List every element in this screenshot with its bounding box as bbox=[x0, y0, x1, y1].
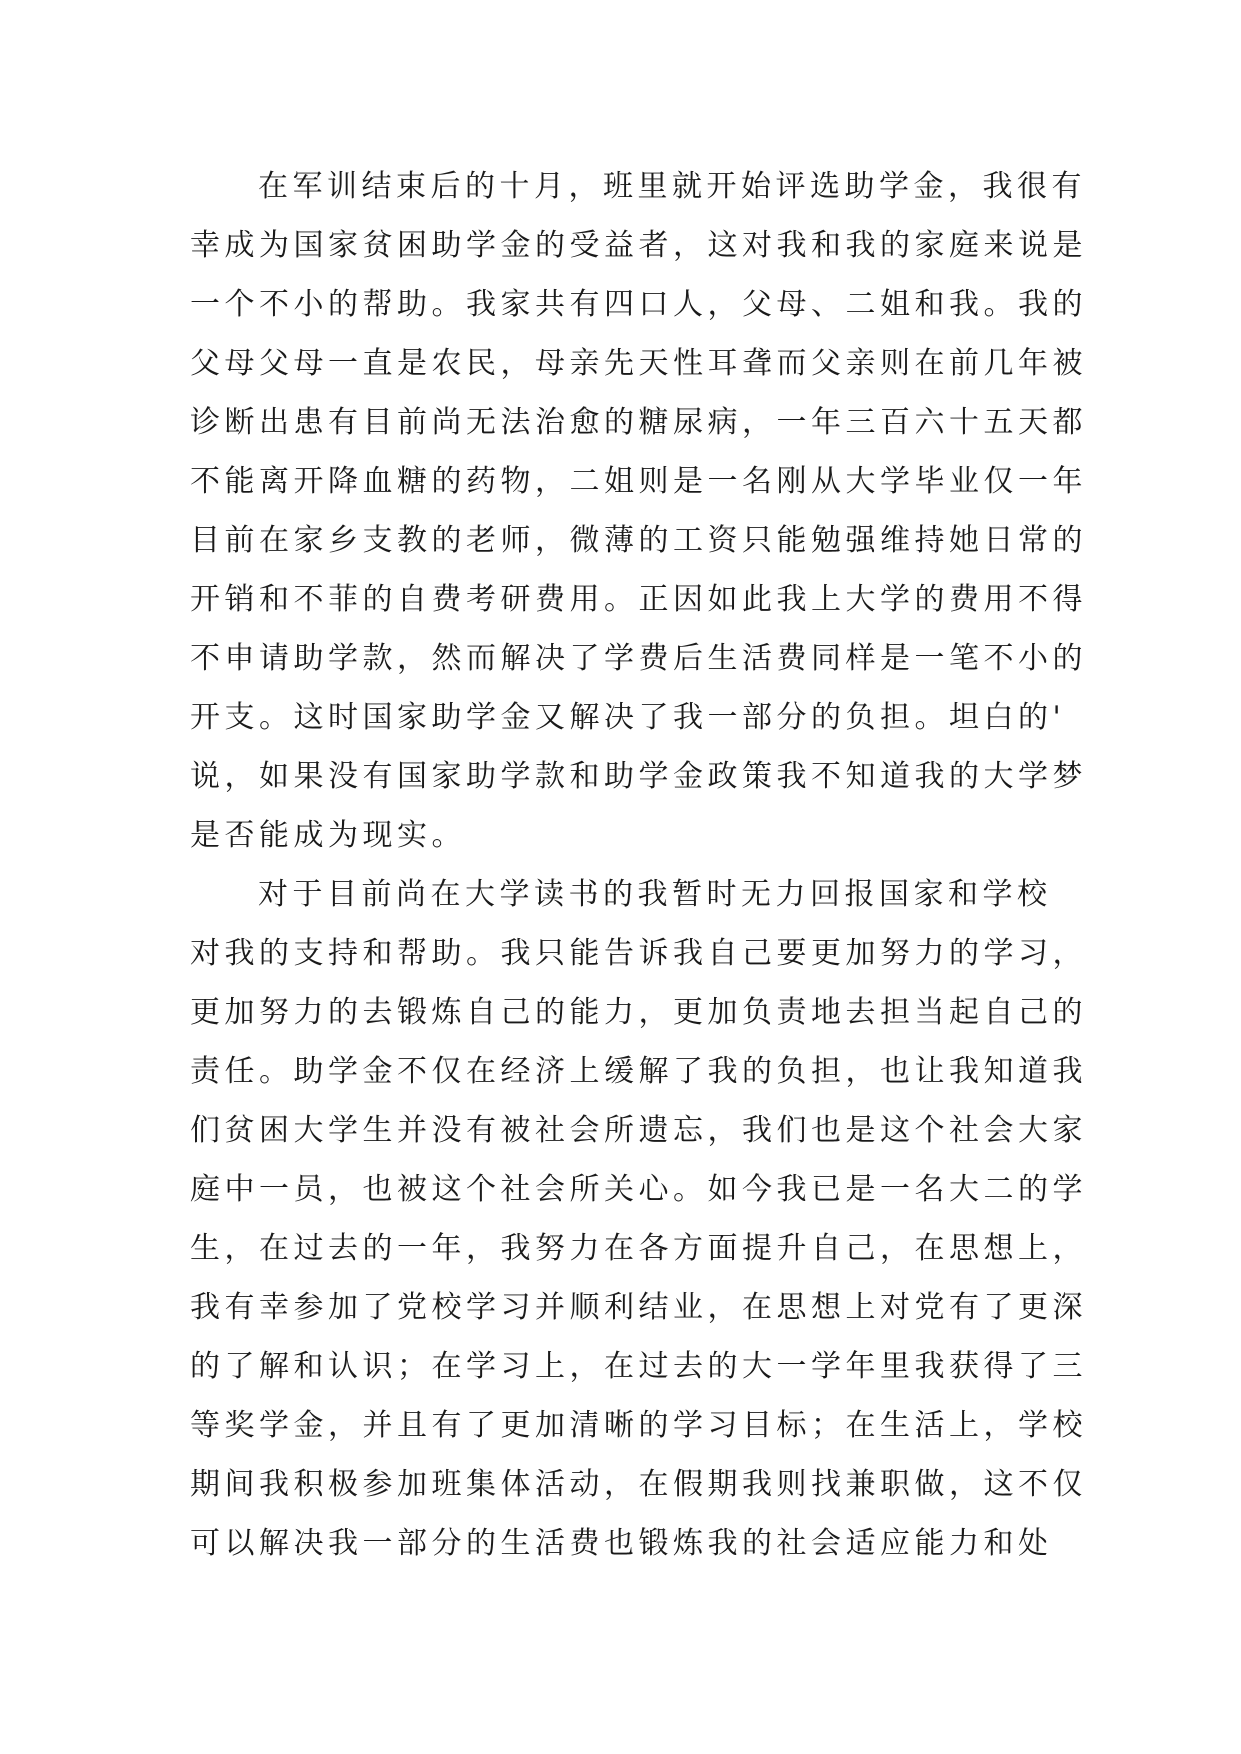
paragraph-1-line-7: 目前在家乡支教的老师，微薄的工资只能勉强维持她日常的 bbox=[190, 523, 1087, 558]
paragraph-1-line-9: 不申请助学款，然而解决了学费后生活费同样是一笔不小的 bbox=[190, 641, 1087, 676]
paragraph-1-line-2: 幸成为国家贫困助学金的受益者，这对我和我的家庭来说是 bbox=[190, 228, 1087, 263]
paragraph-1-line-11: 说，如果没有国家助学款和助学金政策我不知道我的大学梦 bbox=[190, 759, 1087, 794]
paragraph-2-line-4: 责任。助学金不仅在经济上缓解了我的负担，也让我知道我 bbox=[190, 1054, 1087, 1089]
paragraph-1-line-12: 是否能成为现实。 bbox=[190, 818, 466, 853]
paragraph-1-line-3: 一个不小的帮助。我家共有四口人，父母、二姐和我。我的 bbox=[190, 287, 1087, 322]
body-text bbox=[190, 157, 1087, 1573]
paragraph-1-line-1: 在军训结束后的十月，班里就开始评选助学金，我很有 bbox=[258, 169, 1086, 204]
paragraph-2-line-6: 庭中一员，也被这个社会所关心。如今我已是一名大二的学 bbox=[190, 1172, 1087, 1207]
paragraph-1-line-5: 诊断出患有目前尚无法治愈的糖尿病，一年三百六十五天都 bbox=[190, 405, 1087, 440]
paragraph-2-line-11: 期间我积极参加班集体活动，在假期我则找兼职做，这不仅 bbox=[190, 1467, 1087, 1502]
paragraph-2-line-7: 生，在过去的一年，我努力在各方面提升自己，在思想上， bbox=[190, 1231, 1087, 1266]
paragraph-2-line-12: 可以解决我一部分的生活费也锻炼我的社会适应能力和处 bbox=[190, 1526, 1053, 1561]
paragraph-1-line-6: 不能离开降血糖的药物，二姐则是一名刚从大学毕业仅一年 bbox=[190, 464, 1087, 499]
paragraph-2-line-10: 等奖学金，并且有了更加清晰的学习目标；在生活上，学校 bbox=[190, 1408, 1087, 1443]
paragraph-1-line-4: 父母父母一直是农民，母亲先天性耳聋而父亲则在前几年被 bbox=[190, 346, 1087, 381]
paragraph-2-line-9: 的了解和认识；在学习上，在过去的大一学年里我获得了三 bbox=[190, 1349, 1087, 1384]
paragraph-2-line-5: 们贫困大学生并没有被社会所遗忘，我们也是这个社会大家 bbox=[190, 1113, 1087, 1148]
paragraph-2-line-2: 对我的支持和帮助。我只能告诉我自己要更加努力的学习， bbox=[190, 936, 1087, 971]
paragraph-2-line-8: 我有幸参加了党校学习并顺利结业，在思想上对党有了更深 bbox=[190, 1290, 1087, 1325]
paragraph-1-line-8: 开销和不菲的自费考研费用。正因如此我上大学的费用不得 bbox=[190, 582, 1087, 617]
paragraph-1-line-10: 开支。这时国家助学金又解决了我一部分的负担。坦白的' bbox=[190, 700, 1066, 735]
paragraph-2-line-1: 对于目前尚在大学读书的我暂时无力回报国家和学校 bbox=[258, 877, 1052, 912]
paragraph-2-line-3: 更加努力的去锻炼自己的能力，更加负责地去担当起自己的 bbox=[190, 995, 1087, 1030]
